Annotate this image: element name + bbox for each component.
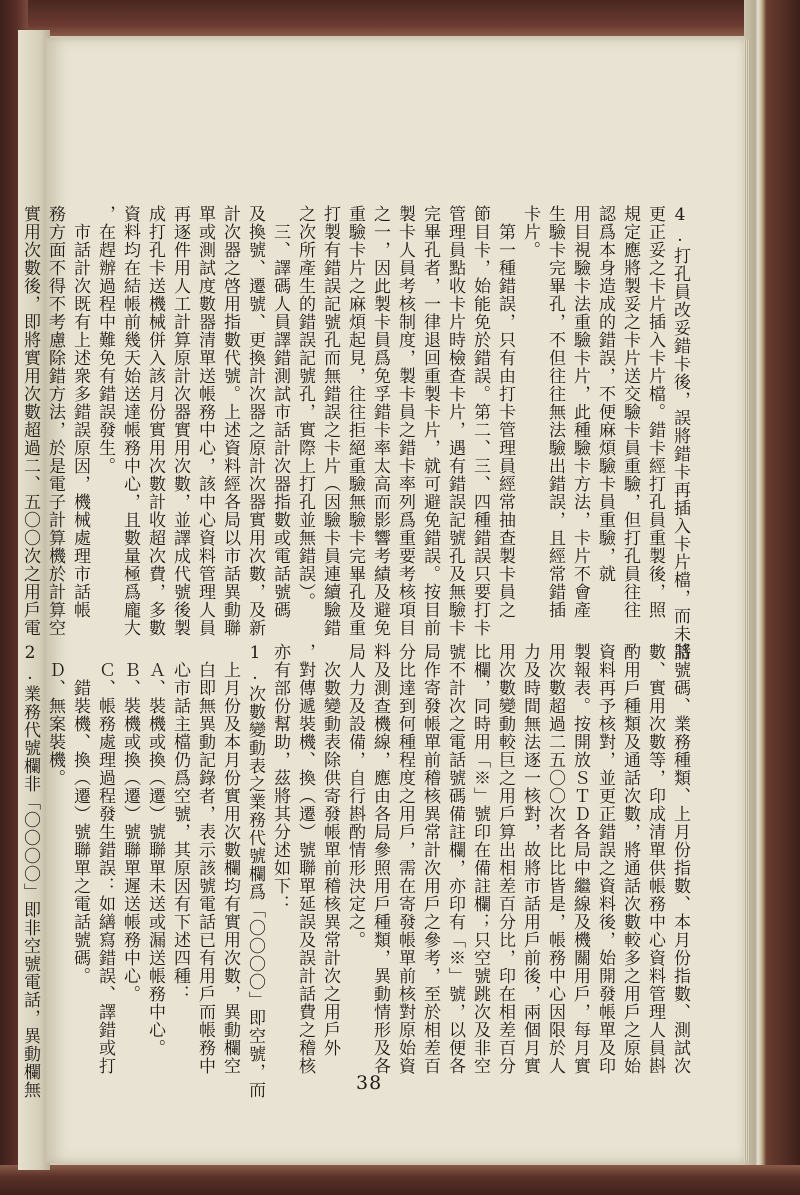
text-column: 用目視驗卡法重驗卡片，此種驗卡方法，卡片不會產 [570, 205, 590, 619]
text-column: 計次器之啓用指數代號。上述資料經各局以市話異動聯 [220, 205, 240, 637]
text-column: 料及測查機線，應由各局參照用戶種類，異動情形及各 [370, 643, 390, 1075]
text-column: 次數變動表除供寄發帳單前稽核異常計次之用戶外 [320, 643, 340, 1057]
text-column: Ｃ、帳務處理過程發生錯誤：如繕寫錯誤、譯錯或打 [95, 643, 115, 1075]
text-column: 4.打孔員改妥錯卡後，誤將錯卡再插入卡片檔，而未將 [670, 205, 690, 661]
text-column: Ａ、裝機或換（遷）號聯單未送或漏送帳務中心。 [145, 643, 165, 1057]
page-number: 38 [356, 1072, 383, 1094]
text-column: 1.次數變動表之業務代號欄爲「〇〇〇〇」即空號，而 [245, 643, 265, 1099]
text-column: 2.業務代號欄非「〇〇〇〇」即非空號電話，異動欄無 [20, 643, 40, 1099]
text-column: 酌用戶種類及通話次數，將通話次數較多之用戶之原始 [620, 643, 640, 1075]
text-column: 完畢孔者，一律退回重製卡片，就可避免錯誤。按目前 [420, 205, 440, 637]
text-column: 資料再予核對，並更正錯誤之資料後，始開發帳單及印 [595, 643, 615, 1075]
text-column: 話號碼、業務種類、上月份指數、本月份指數、測試次 [670, 643, 690, 1075]
text-column: 製卡人員考核制度，製卡員之錯卡率列爲重要考核項目 [395, 205, 415, 637]
text-column: 成打孔卡送機械併入該月份實用次數計收超次費，多數 [145, 205, 165, 637]
text-column: 打製有錯誤記號孔而無錯誤之卡片（因驗卡員連續驗錯 [320, 205, 340, 637]
text-column: ，在趕辦過程中難免有錯誤發生。 [95, 205, 115, 475]
text-column: 製報表。按開放ＳＴＤ各局中繼線及機關用戶，每月實 [570, 643, 590, 1075]
text-column: 分比達到何種程度之用戶，需在寄發帳單前核對原始資 [395, 643, 415, 1075]
text-column: 及換號、遷號、更換計次器之原計次器實用次數，及新 [245, 205, 265, 637]
text-column: 錯裝機、換（遷）號聯單之電話號碼。 [70, 643, 90, 985]
text-column: Ｄ、無案裝機。 [45, 643, 65, 787]
upper-text-block [20, 205, 692, 661]
text-column: 用次數變動較巨之用戶算出相差百分比，印在相差百分 [495, 643, 515, 1075]
text-column: 卡片。 [520, 205, 540, 259]
text-column: 認爲本身造成的錯誤，不便麻煩驗卡員重驗，就 [595, 205, 615, 583]
text-column: 白即無異動記錄者，表示該號電話已有用戶而帳務中 [195, 643, 215, 1075]
text-column: 力及時間無法逐一核對，故將市話用戶前後，兩個月實 [520, 643, 540, 1075]
text-column: 號不計次之電話號碼備註欄，亦印有「※」號，以便各 [445, 643, 465, 1075]
text-column: 亦有部份幫助，茲將其分述如下： [270, 643, 290, 913]
text-column: 管理員點收卡片時檢查卡片，遇有錯誤記號孔及無驗卡 [445, 205, 465, 637]
text-column: 之次所產生的錯誤記號孔，實際上打孔並無錯誤）。 [295, 205, 315, 611]
text-column: 上月份及本月份實用次數欄均有實用次數，異動欄空 [220, 643, 240, 1075]
text-column: 局人力及設備，自行斟酌情形決定之。 [345, 643, 365, 949]
text-column: 務方面不得不考慮除錯方法，於是電子計算機於計算空 [45, 205, 65, 637]
text-column: 心市話主檔仍爲空號，其原因有下述四種： [170, 643, 190, 1003]
text-column: 生驗卡完畢孔，不但往往無法驗出錯誤，且經常錯插 [545, 205, 565, 619]
text-column: 實用次數後，即將實用次數超過二、五〇〇次之用戶電 [20, 205, 40, 637]
text-column: 數、實用次數等，印成清單供帳務中心資料管理人員斟 [645, 643, 665, 1075]
book-cover-bottom [0, 1165, 800, 1195]
text-column: Ｂ、裝機或換（遷）號聯單遲送帳務中心。 [120, 643, 140, 1003]
text-column: 節目卡，始能免於錯誤。第二、三、四種錯誤只要打卡 [470, 205, 490, 637]
text-column: 用次數超過二五〇〇次者比比皆是，帳務中心因限於人 [545, 643, 565, 1075]
book-cover-top [0, 0, 800, 36]
text-column: 再逐件用人工計算原計次器實用次數，並譯成代號後製 [170, 205, 190, 637]
text-column: 市話計次既有上述衆多錯誤原因，機械處理市話帳 [70, 205, 90, 619]
text-column: 局作寄發帳單前稽核異常計次用戶之參考，至於相差百 [420, 643, 440, 1075]
book-cover-right [744, 0, 800, 1195]
text-column: 三、譯碼人員譯錯測試市話計次器指數或電話號碼 [270, 205, 290, 619]
page-stack-edges [744, 40, 750, 1162]
text-column: ，對傳遞裝機、換（遷）號聯單延誤及誤計話費之稽核 [295, 643, 315, 1075]
text-column: 重驗卡片之麻煩起見，往往拒絕重驗無驗卡完畢孔及重 [345, 205, 365, 637]
text-column: 單或測試度數器清單送帳務中心，該中心資料管理人員 [195, 205, 215, 637]
text-column: 之一，因此製卡員爲免孚錯卡率太高而影響考績及避免 [370, 205, 390, 637]
text-column: 更正妥之卡片插入卡片檔。錯卡經打孔員重製後，照 [645, 205, 665, 619]
text-column: 規定應將製妥之卡片送交驗卡員重驗，但打孔員往往 [620, 205, 640, 619]
text-column: 資料均在結帳前幾天始送達帳務中心，且數量極爲龐大 [120, 205, 140, 637]
text-column: 第一種錯誤，只有由打卡管理員經常抽查製卡員之 [495, 205, 515, 619]
text-column: 比欄，同時用「※」號印在備註欄；只空號跳次及非空 [470, 643, 490, 1075]
